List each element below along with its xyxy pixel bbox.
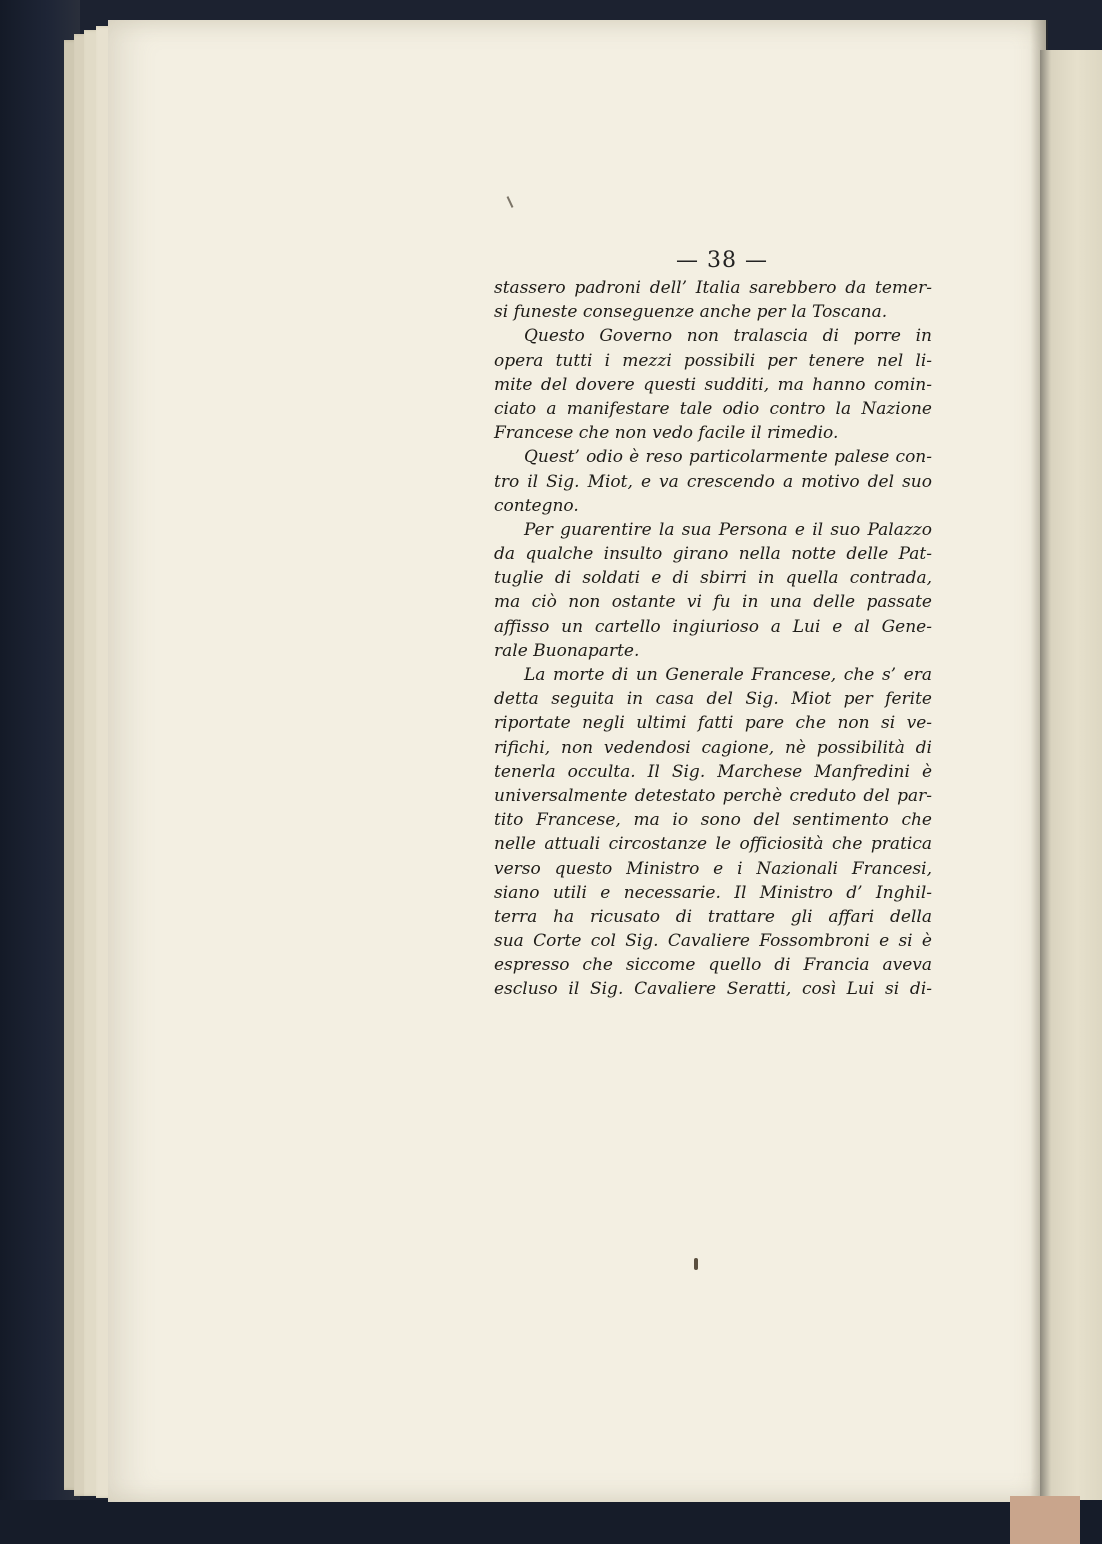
text-line: stassero padroni dell’ Italia sarebbero da temer- bbox=[494, 278, 932, 298]
text-line: nelle attuali circostanze le officiosità che pratica bbox=[494, 834, 932, 855]
text-line: terra ha ricusato di trattare gli affari della bbox=[494, 906, 932, 927]
text-line: tito Francese, ma io sono del sentimento che bbox=[494, 810, 932, 831]
text-line: si funeste conseguenze anche per la Toscana. bbox=[494, 302, 888, 323]
ink-speck bbox=[694, 1258, 698, 1270]
text-line: Questo Governo non tralascia di porre in bbox=[524, 326, 932, 347]
text-line: verso questo Ministro e i Nazionali Francesi, bbox=[494, 858, 932, 879]
text-line: da qualche insulto girano nella notte delle Pat- bbox=[494, 544, 932, 565]
body-text bbox=[494, 276, 932, 1002]
text-line: detta seguita in casa del Sig. Miot per ferite bbox=[494, 689, 932, 710]
text-line: espresso che siccome quello di Francia aveva bbox=[494, 955, 932, 976]
text-line: universalmente detestato perchè creduto del par- bbox=[494, 785, 932, 806]
text-line: tro il Sig. Miot, e va crescendo a motivo del suo bbox=[494, 471, 932, 492]
text-line: contegno. bbox=[494, 495, 579, 516]
text-line: ma ciò non ostante vi fu in una delle passate bbox=[494, 592, 932, 613]
text-line: rifichi, non vedendosi cagione, nè possibilità di bbox=[494, 737, 932, 758]
text-line: Quest’ odio è reso particolarmente palese con- bbox=[524, 447, 932, 468]
text-line: tenerla occulta. Il Sig. Marchese Manfredini è bbox=[494, 761, 932, 782]
text-line: escluso il Sig. Cavaliere Seratti, così Lui si di- bbox=[494, 979, 932, 1000]
text-line: mite del dovere questi sudditi, ma hanno comin- bbox=[494, 374, 932, 395]
text-line: sua Corte col Sig. Cavaliere Fossombroni e si è bbox=[494, 931, 932, 952]
facing-page-edge bbox=[1040, 50, 1102, 1500]
text-line: Francese che non vedo facile il rimedio. bbox=[494, 423, 839, 444]
text-line: tuglie di soldati e di sbirri in quella contrada, bbox=[494, 568, 932, 589]
dark-background-bottom bbox=[0, 1500, 1102, 1544]
corner-tab bbox=[1010, 1496, 1080, 1544]
text-line: siano utili e necessarie. Il Ministro d’ Inghil- bbox=[494, 882, 932, 903]
text-line: La morte di un Generale Francese, che s’ era bbox=[524, 665, 932, 685]
text-line: riportate negli ultimi fatti pare che non si ve- bbox=[494, 713, 932, 734]
text-line: ciato a manifestare tale odio contro la Nazione bbox=[494, 398, 932, 419]
text-line: Per guarentire la sua Persona e il suo Palazzo bbox=[524, 519, 932, 540]
page-number: — 38 — bbox=[676, 248, 768, 273]
text-line: opera tutti i mezzi possibili per tenere nel li- bbox=[494, 350, 932, 371]
text-line: affisso un cartello ingiurioso a Lui e al Gene- bbox=[494, 616, 932, 637]
text-line: rale Buonaparte. bbox=[494, 640, 640, 661]
